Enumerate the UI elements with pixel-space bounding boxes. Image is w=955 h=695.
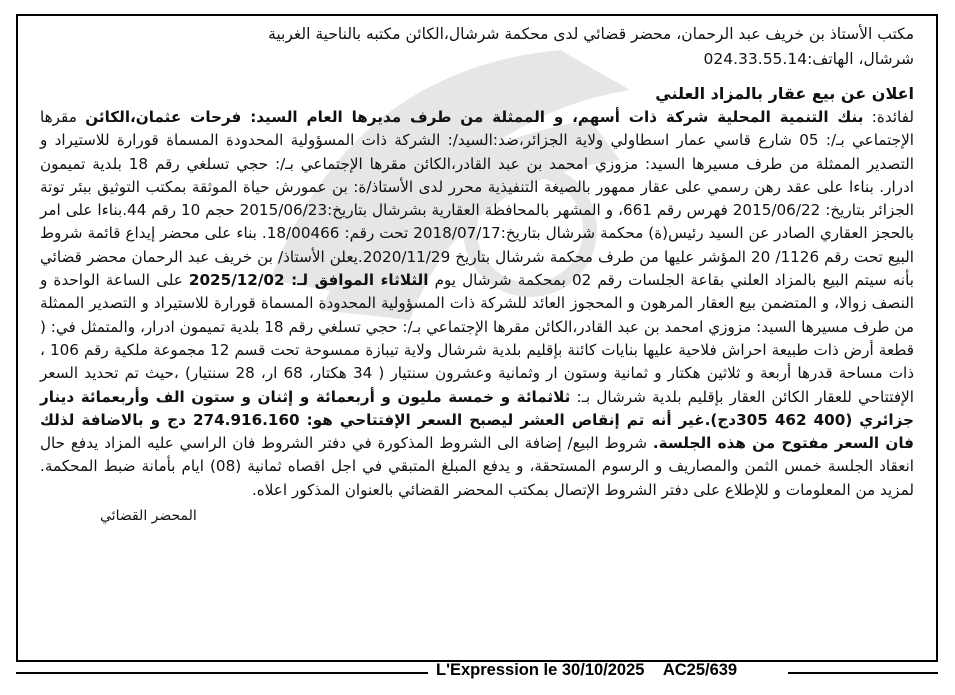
office-line: مكتب الأستاذ بن خريف عبد الرحمان، محضر قضائي لدى محكمة شرشال،الكائن مكتبه بالناحية الغربية	[268, 25, 914, 43]
beneficiary-bank: بنك التنمية المحلية شركة ذات أسهم، و الممثلة من طرف مديرها العام السيد: فرحات عثمان،الكائن	[85, 108, 864, 126]
publication-date: L'Expression le 30/10/2025	[436, 661, 645, 679]
auction-date: الثلاثاء الموافق لـ: 2025/12/02	[188, 271, 429, 290]
footer-rule-right	[788, 672, 938, 674]
footer	[0, 660, 955, 684]
property-details: على الساعة الواحدة و النصف زوالا، و المتضمن بيع العقار المرهون و المحجوز العائد للشركة ذات المسؤولية المحدودة المسماة قورارة للاستيراد و التصدير الممثلة من طرف مسيرها السيد: مزوزي امحمد بن عبد القادر،الكائن مقرها الإجتماعي بـ/: حجي تسلغي رقم 18 بلدية تميمون ادرار، والمتمثل في: ( قطعة أرض ذات طبيعة احراش فلاحية عليها بنايات كائنة بإقليم بلدية شرشال ولاية تيبازة ممسوحة تحت قسم 12 مجموعة ملكية رقم 106 ، ذات مساحة قدرها أربعة و ثلاثين هكتار و ثمانية وستون ار وثمانية وعشرون سنتيار ( 34 هكتار، 68 ار، 28 سنتيار) ،حيث تم تحديد السعر الإفتتاحي للعقار الكائن العقار بإقليم بلدية شرشال بـ:	[40, 271, 914, 406]
beneficiary-label: لفائدة:	[863, 108, 914, 126]
footer-publication	[436, 661, 737, 680]
notice-body	[40, 106, 914, 502]
debtor-details: مقرها الإجتماعي بـ/: 05 شارع قاسي عمار اسطاولي ولاية الجزائر،ضد:السيد/: الشركة ذات المسؤولية المحدودة المسماة قورارة للاستيراد و التصدير الممثلة من طرف مسيرها السيد: مزوزي امحمد بن عبد القادر،	[40, 108, 915, 173]
sale-conditions: شروط البيع/ إضافة الى الشروط المذكورة في دفتر الشروط فان الراسي عليه المزاد يدفع حال انعقاد الجلسة خمس الثمن والمصاريف و الرسوم المستحقة، و يدفع المبلغ المتبقي في اجل اقصاه ثمانية (08) ايام بأمانة ضبط المحكمة. لمزيد من المعلومات و للإطلاع على دفتر الشروط الإتصال بمكتب المحضر القضائي بالعنوان المذكور اعلاه.	[40, 434, 914, 499]
reference-code: AC25/639	[662, 661, 738, 679]
procedure-details: الكائن مقرها الإجتماعي بـ/: حجي تسلغي رقم 18 بلدية تميمون ادرار. بناءا على عقد رهن رسمي على عقار ممهور بالصيغة التنفيذية محرر لدى الأستاذ/ة: بن عمورش حياة الموثقة بمكتب التوثيق ببئر توتة الجزائر بتاريخ: 2015/06/22 فهرس رقم 661، و المشهر بالمحافظة العقارية بشرشال بتاريخ:2015/06/23 حجم 10 رقم 44.بناءا على امر بالحجز العقاري الصادر عن السيد رئيس(ة) محكمة شرشال بتاريخ:2018/07/17 تحت رقم: 18/00466. بناء على محضر إيداع قائمة شروط البيع تحت رقم 1126/ 20 المؤشر عليها من طرف محكمة شرشال بتاريخ 2020/11/29.يعلن الأستاذ/ بن خريف عبد الرحمان محضر قضائي بأنه سيتم البيع بالمزاد العلني بقاعة الجلسات رقم 02 بمحكمة شرشال يوم	[40, 154, 915, 290]
phone-line: شرشال، الهاتف:024.33.55.14	[703, 50, 914, 68]
opening-price: ثلاثمائة و خمسة مليون و أربعمائة و إثنان و ستون الف وأربعمائة دينار جزائري (400 462 305دج).غير أنه تم إنقاص العشر ليصبح السعر الإفتتاحي هو: 274.916.160 دج و بالاضافة لذلك فان السعر مفتوح من هذه الجلسة.	[40, 387, 914, 453]
notice-title: اعلان عن بيع عقار بالمزاد العلني	[655, 84, 914, 103]
footer-rule-left	[16, 672, 428, 674]
signature: المحضر القضائي	[100, 508, 197, 525]
notice-content	[40, 22, 914, 524]
